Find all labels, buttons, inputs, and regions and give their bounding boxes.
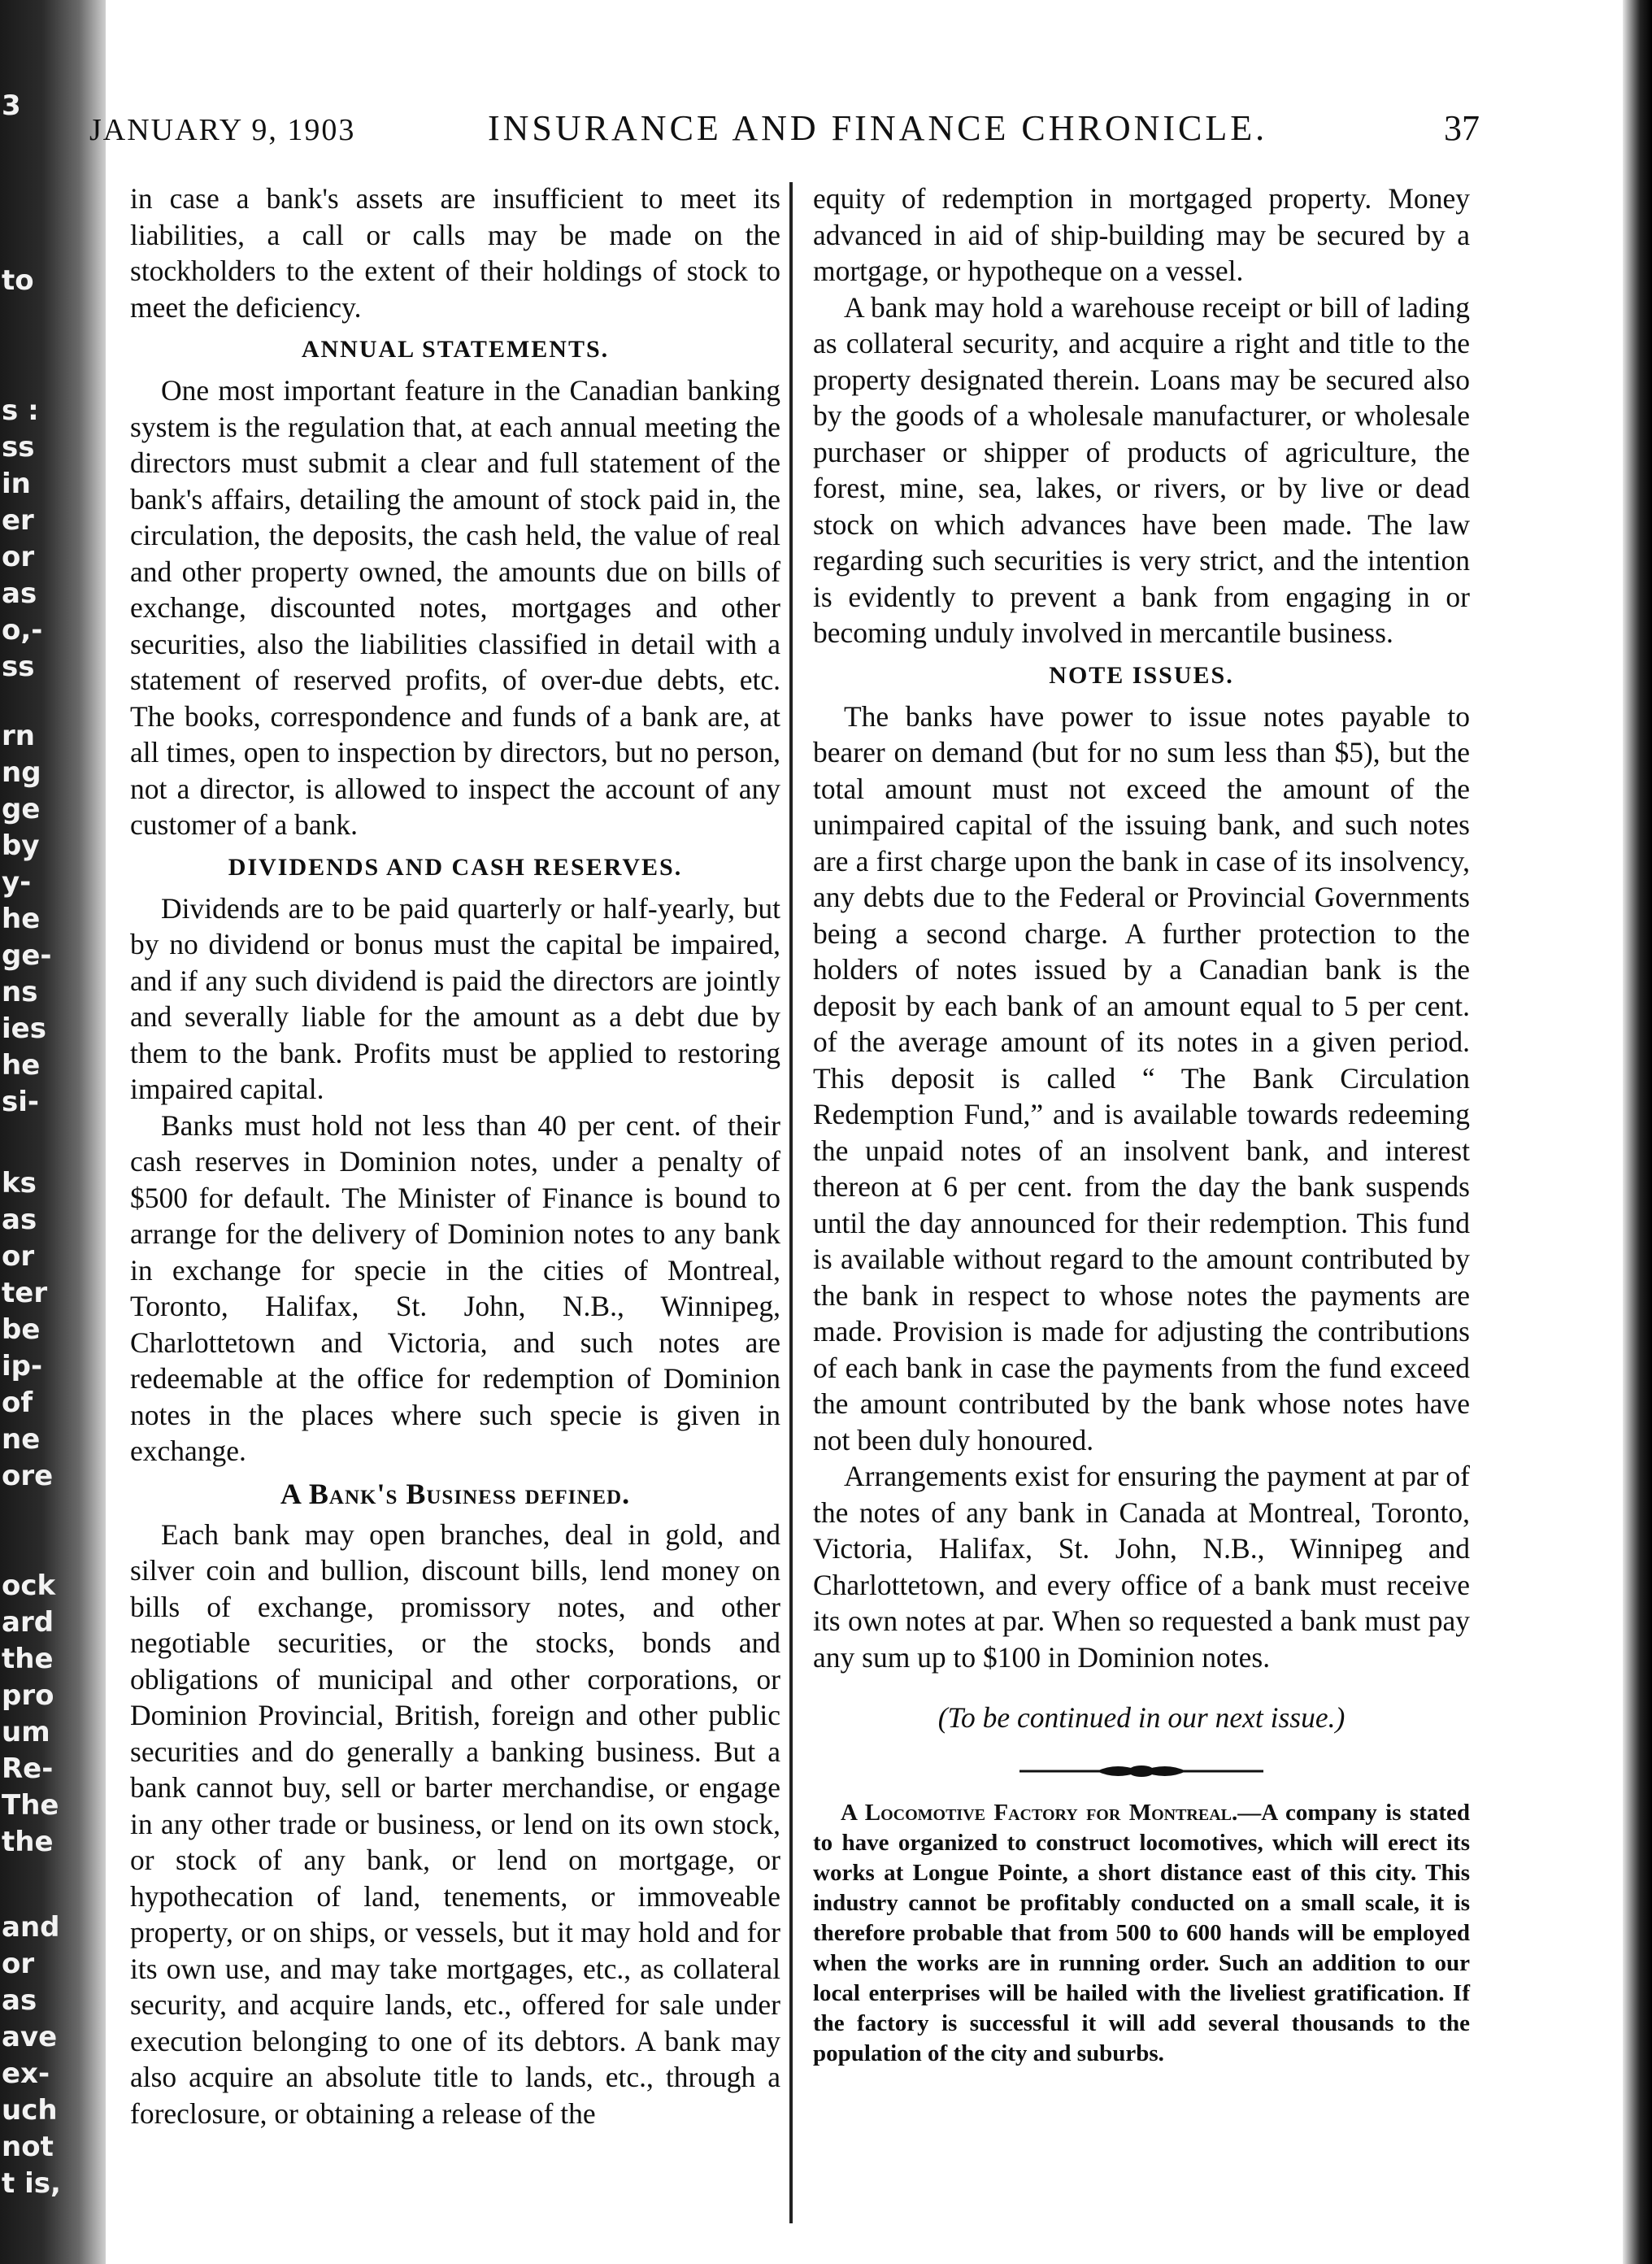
- previous-page-fragment: the: [2, 1643, 54, 1675]
- issue-date: JANUARY 9, 1903: [89, 113, 356, 147]
- previous-page-fragment: or: [2, 1948, 35, 1980]
- previous-page-fragment: y-: [2, 866, 32, 899]
- previous-page-fragment: ard: [2, 1606, 54, 1639]
- page-header: [81, 108, 1480, 153]
- previous-page-fragment: ne: [2, 1423, 41, 1456]
- previous-page-fragment: ave: [2, 2021, 58, 2053]
- ornamental-divider: [1019, 1759, 1263, 1783]
- previous-page-fragment: of: [2, 1387, 33, 1419]
- paragraph: One most important feature in the Canadian banking system is the regulation that, at each annual meeting the directors must submit a clear and full statement of the bank's affairs, detailing the amount of stock paid in, the circulation, the deposits, the cash held, the value of real and other property owned, the amounts due on bills of exchange, discounted notes, mortgages and other securities, also the liabilities classified in detail with a statement of reserved profits, of over-due debts, etc. The books, correspondence and funds of a bank are, at all times, open to inspection by directors, but no person, not a director, is allowed to inspect the account of any customer of a bank.: [130, 374, 780, 841]
- previous-page-fragment: ip-: [2, 1350, 43, 1382]
- previous-page-fragment: The: [2, 1789, 59, 1822]
- previous-page-fragment: 3: [2, 89, 21, 122]
- previous-page-fragment: as: [2, 1204, 37, 1236]
- paragraph: Each bank may open branches, deal in gold, and silver coin and bullion, discount bills, lend money on bills of exchange, promissory notes, and other negotiable securities, or the stocks, bonds and obligations of municipal and other corporations, or Dominion Provincial, British, foreign and other public securities and do generally a banking business. But a bank cannot buy, sell or barter merchandise, or engage in any other trade or business, or lend on its own stock, or stock of any bank, or lend on mortgage, or hypothecation of land, tenements, or immoveable property, or on ships, or vessels, but it may hold and for its own use, and may take mortgages, etc., as collateral security, and acquire lands, etc., offered for sale under execution belonging to one of its debtors. A bank may also acquire an absolute title to lands, etc., through a foreclosure, or obtaining a release of the: [130, 1517, 780, 2130]
- previous-page-fragment: he: [2, 903, 41, 935]
- previous-page-fragment: ter: [2, 1277, 48, 1309]
- paragraph: A bank may hold a warehouse receipt or bill of lading as collateral security, and acquire a right and title to the property designated therein. Loans may be secured also by the goods of a wholesale manufacturer, or wholesale purchaser or shipper of products of agriculture, the forest, mine, sea, lakes, or rivers, or by live or dead stock on which advances have been made. The law regarding such securities is very strict, and the intention is evidently to prevent a bank from engaging in or becoming unduly involved in mercantile business.: [813, 290, 1470, 649]
- previous-page-fragment: by: [2, 829, 40, 862]
- previous-page-fragment: as: [2, 1984, 37, 2017]
- previous-page-fragment: ock: [2, 1570, 56, 1602]
- previous-page-fragment: ss: [2, 651, 35, 683]
- section-heading-note-issues: NOTE ISSUES.: [1049, 661, 1234, 689]
- previous-page-fragment: he: [2, 1049, 41, 1082]
- previous-page-fragment: ng: [2, 756, 41, 789]
- section-heading-banks-business: A Bank's Business defined.: [280, 1477, 631, 1510]
- news-item-body: —A company is stated to have organized to construct locomotives, which will erect its works at Longue Pointe, a short distance east of this city. This industry cannot be profitably conducted on a small scale, it is therefore probable that from 500 to 600 hands will be employed when the works are in running order. Such an addition to our local enterprises will be hailed with the liveliest gratification. If the factory is successful it will add several thousands to the population of the city and suburbs.: [813, 1799, 1470, 2066]
- paragraph: Arrangements exist for ensuring the payment at par of the notes of any bank in Canada at Montreal, Toronto, Victoria, Halifax, St. John, N.B., Winnipeg and Charlottetown, and every office of a bank must receive its own notes at par. When so requested a bank must pay any sum up to $100 in Dominion notes.: [813, 1460, 1470, 1674]
- previous-page-fragment: o,-: [2, 614, 43, 647]
- right-column: [813, 181, 1470, 2069]
- section-heading-dividends: DIVIDENDS AND CASH RESERVES.: [228, 853, 683, 881]
- news-item: [813, 1798, 1470, 2069]
- previous-page-fragment: not: [2, 2131, 54, 2163]
- previous-page-fragment: ore: [2, 1460, 54, 1492]
- column-rule: [789, 182, 793, 2223]
- previous-page-fragment: ns: [2, 976, 38, 1008]
- paragraph: Banks must hold not less than 40 per cent. of their cash reserves in Dominion notes, under a penalty of $500 for default. The Minister of Finance is bound to arrange for the delivery of Dominion notes to any bank in exchange for specie in the cities of Montreal, Toronto, Halifax, St. John, N.B., Winnipeg, Charlottetown and Victoria, and such notes are redeemable at the office for redemption of Dominion notes in the places where such specie is given in exchange.: [130, 1108, 780, 1467]
- page-edge: [1623, 0, 1652, 2264]
- previous-page-fragment: in: [2, 468, 31, 500]
- previous-page-fragment: si-: [2, 1086, 40, 1118]
- previous-page-fragment: as: [2, 577, 37, 610]
- previous-page-fragment: ks: [2, 1167, 37, 1199]
- previous-page-fragment: and: [2, 1911, 60, 1944]
- section-heading-annual-statements: ANNUAL STATEMENTS.: [301, 336, 610, 363]
- previous-page-fragment: be: [2, 1313, 41, 1346]
- continued-notice: (To be continued in our next issue.): [937, 1701, 1346, 1734]
- paragraph: The banks have power to issue notes payable to bearer on demand (but for no sum less than $5), but the total amount must not exceed the amount of the unimpaired capital of the issuing bank, and such notes are a first charge upon the bank in case of its insolvency, any debts due to the Federal or Provincial Governments being a second charge. A further protection to the holders of notes issued by a Canadian bank is the deposit by each bank of an amount equal to 5 per cent. of the average amount of its notes in a given period. This deposit is called “ The Bank Circulation Redemption Fund,” and is available towards redeeming the unpaid notes of an insolvent bank, and interest thereon at 6 per cent. from the day the bank suspends until the day announced for their redemption. This fund is available without regard to the amount contributed by the bank in respect to whose notes the payments are made. Provision is made for adjusting the contributions of each bank in case the payments from the fund exceed the amount contributed by the bank whose notes have not been duly honoured.: [813, 699, 1470, 1456]
- previous-page-fragment: s :: [2, 394, 39, 427]
- previous-page-fragment: uch: [2, 2094, 58, 2127]
- previous-page-fragment: er: [2, 504, 34, 537]
- paragraph: Dividends are to be paid quarterly or half-yearly, but by no dividend or bonus must the capital be impaired, and if any such dividend is paid the directors are jointly and severally liable for the amount as a debt due by them to the bank. Profits must be applied to restoring impaired capital.: [130, 891, 780, 1105]
- previous-page-fragment: rn: [2, 720, 35, 752]
- paragraph: in case a bank's assets are insufficient to meet its liabilities, a call or calls may be made on the stockholders to the extent of their holdings of stock to meet the deficiency.: [130, 182, 780, 324]
- previous-page-fragment: or: [2, 541, 35, 573]
- previous-page-fragment: um: [2, 1716, 50, 1748]
- previous-page-fragment: Re-: [2, 1752, 54, 1785]
- previous-page-fragment: ex-: [2, 2057, 50, 2090]
- left-column: [130, 181, 780, 2131]
- previous-page-fragment: ss: [2, 431, 35, 464]
- previous-page-fragment: ge-: [2, 939, 52, 972]
- publication-title: INSURANCE AND FINANCE CHRONICLE.: [488, 108, 1268, 148]
- previous-page-fragment: the: [2, 1826, 54, 1858]
- previous-page-fragment: t is,: [2, 2167, 61, 2200]
- previous-page-fragment: or: [2, 1240, 35, 1273]
- paragraph: equity of redemption in mortgaged property. Money advanced in aid of ship-building may be secured by a mortgage, or hypotheque on a vessel.: [813, 182, 1470, 287]
- previous-page-fragment: ge: [2, 793, 41, 825]
- page-number: 37: [1444, 108, 1480, 148]
- previous-page-fragment: to: [2, 264, 34, 297]
- news-item-title: A Locomotive Factory for Montreal.: [841, 1799, 1238, 1826]
- previous-page-fragment: ies: [2, 1012, 46, 1045]
- previous-page-fragment: pro: [2, 1679, 54, 1712]
